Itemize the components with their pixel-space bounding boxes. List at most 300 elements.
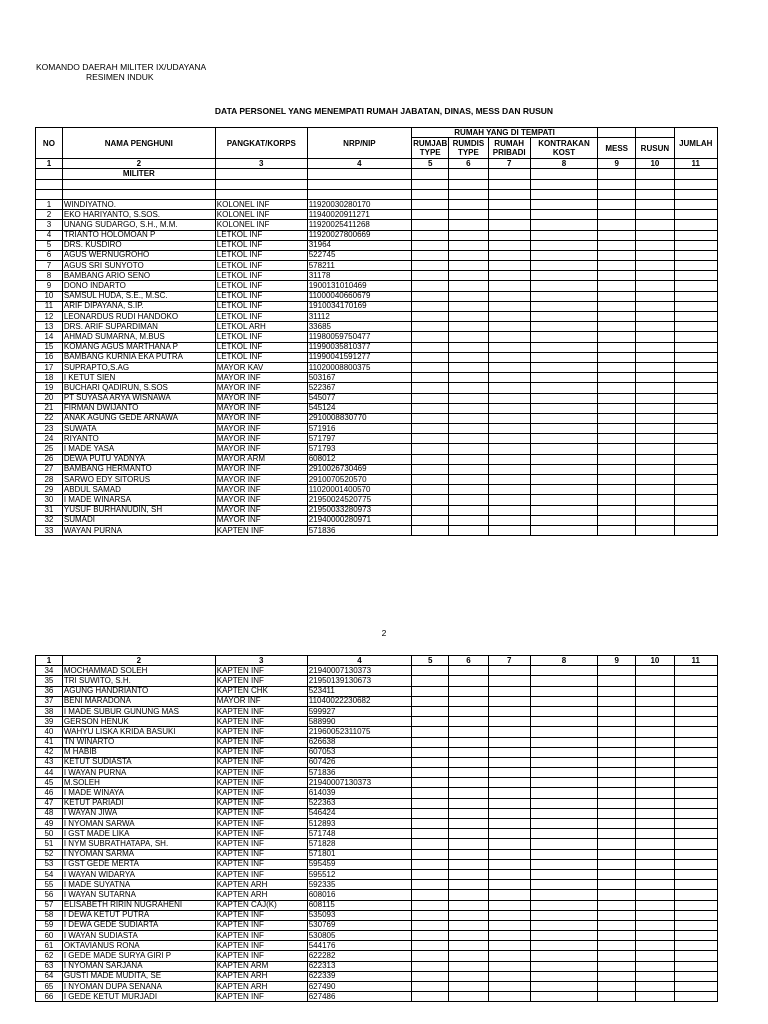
empty-cell [488, 515, 530, 525]
empty-cell [530, 342, 597, 352]
empty-cell [636, 515, 674, 525]
table-row [36, 373, 718, 383]
empty-cell [449, 301, 488, 311]
rank-corps: LETKOL INF [215, 332, 307, 342]
empty-cell [530, 686, 597, 696]
table-row [36, 951, 718, 961]
table-row [36, 992, 718, 1002]
rank-corps: MAYOR INF [215, 383, 307, 393]
col-header-rusun: RUSUN [636, 138, 674, 159]
empty-cell [488, 706, 530, 716]
empty-cell [674, 210, 717, 220]
resident-name: I WAYAN WIDARYA [62, 869, 215, 879]
nrp-nip: 522363 [307, 798, 411, 808]
rank-corps: KAPTEN INF [215, 727, 307, 737]
empty-cell [674, 525, 717, 535]
empty-cell [412, 686, 449, 696]
empty-cell [449, 747, 488, 757]
empty-cell [530, 778, 597, 788]
row-number: 9 [36, 281, 63, 291]
empty-cell [598, 261, 636, 271]
empty-cell [530, 485, 597, 495]
row-number: 1 [36, 199, 63, 209]
empty-cell [449, 666, 488, 676]
rank-corps: KAPTEN INF [215, 676, 307, 686]
empty-cell [674, 808, 718, 818]
empty-cell [674, 696, 718, 706]
rank-corps: LETKOL INF [215, 342, 307, 352]
empty-cell [449, 992, 488, 1002]
nrp-nip: 571836 [307, 525, 411, 535]
rank-corps: KAPTEN INF [215, 829, 307, 839]
nrp-nip: 599927 [307, 706, 411, 716]
table-row [36, 240, 718, 250]
empty-cell [530, 475, 597, 485]
empty-cell [488, 768, 530, 778]
empty-cell [412, 900, 449, 910]
rank-corps: KAPTEN INF [215, 992, 307, 1002]
row-number: 5 [36, 240, 63, 250]
empty-cell [488, 240, 530, 250]
row-number: 65 [36, 982, 63, 992]
resident-name: DONO INDARTO [62, 281, 215, 291]
empty-cell [449, 880, 488, 890]
table-row [36, 301, 718, 311]
empty-cell [530, 495, 597, 505]
empty-cell [598, 240, 636, 250]
nrp-nip: 522745 [307, 250, 411, 260]
empty-cell [674, 352, 717, 362]
rank-corps: KAPTEN INF [215, 788, 307, 798]
row-number: 47 [36, 798, 63, 808]
resident-name: SAMSUL HUDA, S.E., M.SC. [62, 291, 215, 301]
resident-name: I MADE WINARSA [62, 495, 215, 505]
empty-cell [488, 747, 530, 757]
empty-cell [412, 434, 449, 444]
row-number: 15 [36, 342, 63, 352]
empty-cell [636, 890, 674, 900]
resident-name: ABDUL SAMAD [62, 485, 215, 495]
row-number: 23 [36, 424, 63, 434]
empty-cell [488, 951, 530, 961]
empty-cell [598, 475, 636, 485]
resident-name: I WAYAN SUTARNA [62, 890, 215, 900]
empty-cell [412, 210, 449, 220]
row-number: 39 [36, 717, 63, 727]
empty-cell [530, 971, 597, 981]
empty-cell [412, 768, 449, 778]
table-row [36, 829, 718, 839]
empty-cell [674, 768, 718, 778]
empty-cell [530, 230, 597, 240]
nrp-nip: 535093 [307, 910, 411, 920]
empty-cell [530, 515, 597, 525]
nrp-nip: 595459 [307, 859, 411, 869]
empty-cell [530, 362, 597, 372]
row-number: 6 [36, 250, 63, 260]
empty-cell [449, 495, 488, 505]
row-number: 29 [36, 485, 63, 495]
nrp-nip: 530805 [307, 931, 411, 941]
empty-cell [598, 717, 636, 727]
empty-cell [674, 322, 717, 332]
empty-cell [530, 931, 597, 941]
empty-cell [636, 312, 674, 322]
table-row [36, 920, 718, 930]
rank-corps: KAPTEN INF [215, 839, 307, 849]
rank-corps: KAPTEN INF [215, 525, 307, 535]
empty-cell [636, 757, 674, 767]
rank-corps: KAPTEN CAJ(K) [215, 900, 307, 910]
personnel-table-page-2 [35, 655, 718, 1002]
rank-corps: LETKOL INF [215, 240, 307, 250]
empty-cell [636, 342, 674, 352]
empty-cell [488, 971, 530, 981]
empty-cell [412, 920, 449, 930]
empty-cell [674, 971, 718, 981]
row-number: 52 [36, 849, 63, 859]
nrp-nip: 622313 [307, 961, 411, 971]
table-row [36, 444, 718, 454]
empty-cell [412, 424, 449, 434]
empty-cell [530, 210, 597, 220]
empty-cell [598, 961, 636, 971]
empty-cell [488, 982, 530, 992]
col-header-nrp: NRP/NIP [307, 128, 411, 159]
rank-corps: LETKOL ARH [215, 322, 307, 332]
empty-cell [674, 515, 717, 525]
resident-name: GERSON HENUK [62, 717, 215, 727]
row-number: 64 [36, 971, 63, 981]
nrp-nip: 588990 [307, 717, 411, 727]
row-number: 51 [36, 839, 63, 849]
empty-cell [449, 210, 488, 220]
empty-cell [488, 727, 530, 737]
empty-cell [636, 982, 674, 992]
nrp-nip: 608016 [307, 890, 411, 900]
rank-corps: KAPTEN INF [215, 666, 307, 676]
empty-cell [674, 829, 718, 839]
resident-name: M HABIB [62, 747, 215, 757]
row-number: 14 [36, 332, 63, 342]
empty-cell [488, 413, 530, 423]
empty-cell [412, 839, 449, 849]
empty-cell [488, 210, 530, 220]
table-row [36, 686, 718, 696]
empty-cell [530, 281, 597, 291]
resident-name: GUSTI MADE MUDITA, SE [62, 971, 215, 981]
nrp-nip: 571836 [307, 768, 411, 778]
empty-cell [488, 839, 530, 849]
empty-cell [449, 910, 488, 920]
empty-cell [412, 281, 449, 291]
table-row [36, 676, 718, 686]
nrp-nip: 11920030280170 [307, 199, 411, 209]
empty-cell [449, 434, 488, 444]
rank-corps: LETKOL INF [215, 312, 307, 322]
table-row [36, 696, 718, 706]
empty-cell [530, 757, 597, 767]
resident-name: M.SOLEH [62, 778, 215, 788]
empty-cell [412, 951, 449, 961]
empty-cell [674, 373, 717, 383]
empty-cell [488, 281, 530, 291]
empty-cell [674, 485, 717, 495]
rank-corps: KAPTEN INF [215, 717, 307, 727]
row-number: 43 [36, 757, 63, 767]
empty-cell [598, 849, 636, 859]
table-row [36, 788, 718, 798]
table-row [36, 495, 718, 505]
empty-cell [488, 910, 530, 920]
empty-cell [412, 829, 449, 839]
empty-cell [636, 869, 674, 879]
row-number: 41 [36, 737, 63, 747]
empty-cell [636, 778, 674, 788]
table-row [36, 312, 718, 322]
empty-cell [449, 768, 488, 778]
empty-cell [674, 230, 717, 240]
empty-cell [449, 424, 488, 434]
empty-cell [530, 505, 597, 515]
empty-cell [674, 982, 718, 992]
empty-cell [636, 992, 674, 1002]
empty-cell [449, 961, 488, 971]
empty-cell [530, 839, 597, 849]
empty-cell [412, 444, 449, 454]
table-row [36, 971, 718, 981]
empty-cell [598, 829, 636, 839]
table-row [36, 454, 718, 464]
resident-name: AHMAD SUMARNA, M.BUS [62, 332, 215, 342]
empty-cell [488, 880, 530, 890]
row-number: 30 [36, 495, 63, 505]
resident-name: I WAYAN SUDIASTA [62, 931, 215, 941]
empty-cell [412, 525, 449, 535]
empty-cell [412, 982, 449, 992]
nrp-nip: 608115 [307, 900, 411, 910]
empty-cell [412, 464, 449, 474]
col-header-rumah-pribadi: RUMAH PRIBADI [488, 138, 530, 159]
empty-cell [488, 332, 530, 342]
empty-cell [598, 332, 636, 342]
rank-corps: KOLONEL INF [215, 220, 307, 230]
row-number: 20 [36, 393, 63, 403]
table-body-page-1 [36, 199, 718, 535]
empty-cell [488, 859, 530, 869]
empty-cell [412, 250, 449, 260]
nrp-nip: 578211 [307, 261, 411, 271]
rank-corps: MAYOR INF [215, 393, 307, 403]
empty-cell [488, 485, 530, 495]
row-number: 55 [36, 880, 63, 890]
nrp-nip: 33685 [307, 322, 411, 332]
table-row [36, 798, 718, 808]
empty-cell [488, 464, 530, 474]
empty-cell [412, 362, 449, 372]
empty-cell [636, 686, 674, 696]
empty-cell [488, 505, 530, 515]
resident-name: SUWATA [62, 424, 215, 434]
resident-name: WAHYU LISKA KRIDA BASUKI [62, 727, 215, 737]
empty-cell [412, 706, 449, 716]
table-row [36, 768, 718, 778]
empty-cell [636, 220, 674, 230]
empty-cell [530, 413, 597, 423]
empty-cell [674, 332, 717, 342]
rank-corps: LETKOL INF [215, 291, 307, 301]
empty-cell [488, 900, 530, 910]
empty-cell [674, 961, 718, 971]
rank-corps: KAPTEN INF [215, 910, 307, 920]
resident-name: WAYAN PURNA [62, 525, 215, 535]
col-header-pangkat: PANGKAT/KORPS [215, 128, 307, 159]
row-number: 8 [36, 271, 63, 281]
empty-cell [674, 920, 718, 930]
table-row [36, 819, 718, 829]
empty-cell [598, 890, 636, 900]
row-number: 36 [36, 686, 63, 696]
document-title: DATA PERSONEL YANG MENEMPATI RUMAH JABATAN, DINAS, MESS DAN RUSUN [214, 106, 554, 116]
table-row [36, 666, 718, 676]
rank-corps: KAPTEN INF [215, 920, 307, 930]
empty-cell [636, 240, 674, 250]
empty-cell [412, 352, 449, 362]
empty-cell [488, 798, 530, 808]
empty-cell [674, 686, 718, 696]
empty-cell [674, 819, 718, 829]
nrp-nip: 530769 [307, 920, 411, 930]
col-header-rumjab: RUMJAB TYPE [413, 139, 448, 158]
row-number: 21 [36, 403, 63, 413]
empty-cell [598, 230, 636, 240]
empty-cell [598, 971, 636, 981]
empty-cell [412, 332, 449, 342]
empty-cell [488, 757, 530, 767]
empty-cell [530, 900, 597, 910]
table-row [36, 849, 718, 859]
empty-cell [598, 778, 636, 788]
row-number: 10 [36, 291, 63, 301]
empty-cell [636, 931, 674, 941]
nrp-nip: 614039 [307, 788, 411, 798]
empty-cell [674, 798, 718, 808]
empty-cell [636, 210, 674, 220]
row-number: 59 [36, 920, 63, 930]
table-row [36, 737, 718, 747]
resident-name: I NYOMAN SARWA [62, 819, 215, 829]
empty-cell [412, 992, 449, 1002]
empty-cell [412, 798, 449, 808]
rank-corps: LETKOL INF [215, 281, 307, 291]
empty-cell [412, 819, 449, 829]
resident-name: DRS. KUSDIRO [62, 240, 215, 250]
row-number: 62 [36, 951, 63, 961]
empty-cell [449, 829, 488, 839]
empty-cell [598, 696, 636, 706]
empty-cell [636, 434, 674, 444]
empty-cell [412, 747, 449, 757]
row-number: 48 [36, 808, 63, 818]
empty-cell [449, 220, 488, 230]
empty-cell [488, 890, 530, 900]
empty-cell [598, 403, 636, 413]
rank-corps: MAYOR INF [215, 403, 307, 413]
empty-cell [530, 859, 597, 869]
table-row [36, 413, 718, 423]
row-number: 16 [36, 352, 63, 362]
table-row [36, 199, 718, 209]
row-number: 3 [36, 220, 63, 230]
empty-cell [449, 971, 488, 981]
row-number: 42 [36, 747, 63, 757]
resident-name: DEWA PUTU YADNYA [62, 454, 215, 464]
empty-cell [449, 199, 488, 209]
resident-name: I NYOMAN SARJANA [62, 961, 215, 971]
col-header-rumdis: RUMDIS TYPE [449, 138, 488, 159]
empty-cell [412, 737, 449, 747]
empty-cell [488, 475, 530, 485]
empty-cell [412, 240, 449, 250]
empty-cell [412, 393, 449, 403]
nrp-nip: 11980059750477 [307, 332, 411, 342]
row-number: 53 [36, 859, 63, 869]
resident-name: I NYOMAN SARMA [62, 849, 215, 859]
empty-cell [449, 941, 488, 951]
empty-cell [636, 373, 674, 383]
nrp-nip: 31178 [307, 271, 411, 281]
empty-cell [449, 676, 488, 686]
table-row [36, 717, 718, 727]
rank-corps: MAYOR INF [215, 424, 307, 434]
empty-cell [674, 931, 718, 941]
resident-name: BENI MARADONA [62, 696, 215, 706]
empty-cell [449, 505, 488, 515]
empty-cell [636, 961, 674, 971]
empty-cell [449, 373, 488, 383]
empty-cell [530, 727, 597, 737]
empty-cell [598, 444, 636, 454]
empty-cell [598, 322, 636, 332]
empty-cell [412, 261, 449, 271]
row-number: 11 [36, 301, 63, 311]
row-number: 63 [36, 961, 63, 971]
empty-cell [674, 281, 717, 291]
row-number: 35 [36, 676, 63, 686]
page-number: 2 [381, 628, 387, 638]
empty-cell [598, 900, 636, 910]
empty-cell [636, 413, 674, 423]
empty-cell [412, 778, 449, 788]
empty-cell [530, 676, 597, 686]
empty-cell [412, 941, 449, 951]
table-row [36, 515, 718, 525]
empty-cell [449, 454, 488, 464]
rank-corps: KAPTEN INF [215, 798, 307, 808]
empty-cell [488, 454, 530, 464]
nrp-nip: 11920025411268 [307, 220, 411, 230]
row-number: 49 [36, 819, 63, 829]
empty-cell [488, 849, 530, 859]
empty-cell [636, 666, 674, 676]
resident-name: BUCHARI QADIRUN, S.SOS [62, 383, 215, 393]
resident-name: AGUNG HANDRIANTO [62, 686, 215, 696]
resident-name: I MADE SUBUR GUNUNG MAS [62, 706, 215, 716]
rank-corps: MAYOR KAV [215, 362, 307, 372]
empty-cell [488, 373, 530, 383]
table-row [36, 393, 718, 403]
nrp-nip: 11020001400570 [307, 485, 411, 495]
